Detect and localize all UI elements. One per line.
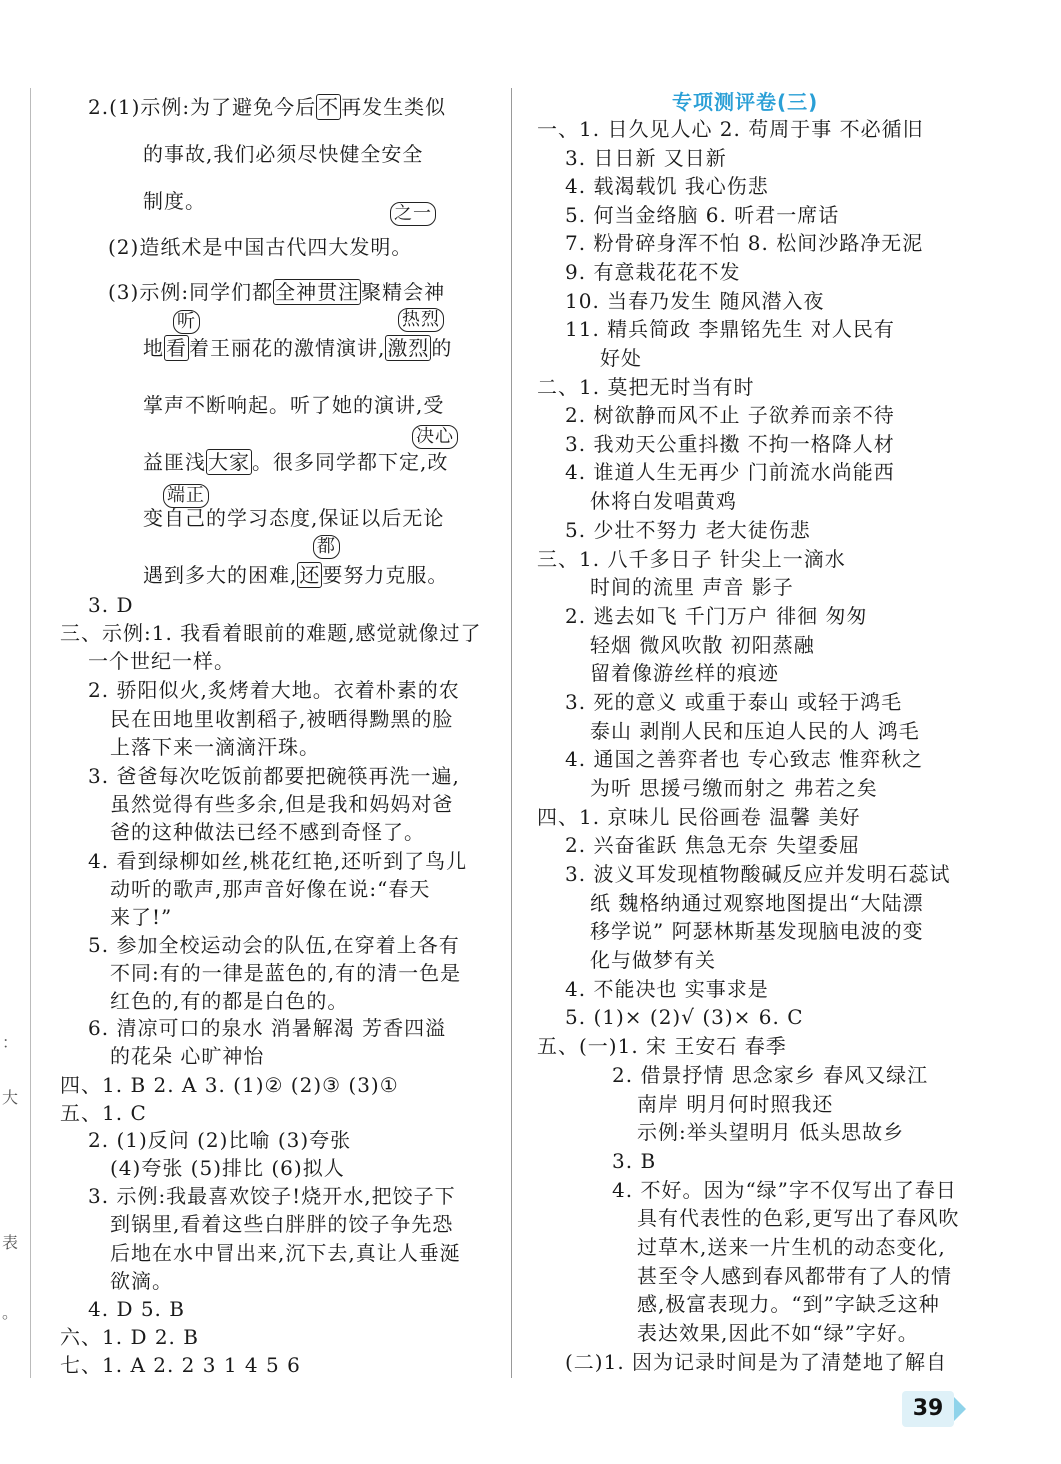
answer-line: 虽然觉得有些多余,但是我和妈妈对爸: [110, 792, 454, 816]
answer-line: 掌声不断响起。听了她的演讲,受: [143, 393, 445, 417]
answer-line: 5. (1)× (2)√ (3)× 6. C: [565, 1005, 804, 1029]
edge-mark: ：: [2, 1033, 19, 1052]
answer-line: 5. 少壮不努力 老大徒伤悲: [565, 518, 811, 542]
answer-line: 3. 波义耳发现植物酸碱反应并发明石蕊试: [565, 862, 951, 886]
answer-line: 2. 逃去如飞 千门万户 徘徊 匆匆: [565, 604, 868, 628]
answer-line: 四、1. B 2. A 3. (1)② (2)③ (3)①: [60, 1073, 399, 1097]
answer-line: 过草木,送来一片生机的动态变化,: [637, 1235, 946, 1259]
answer-line: 3. 示例:我最喜欢饺子!烧开水,把饺子下: [88, 1184, 456, 1208]
answer-line: (二)1. 因为记录时间是为了清楚地了解自: [565, 1350, 948, 1374]
correction-mark: 决心: [412, 421, 458, 449]
answer-line: (3)示例:同学们都 全神贯注 聚精会神: [108, 280, 446, 304]
answer-line: 2. 树欲静而风不止 子欲养而亲不待: [565, 403, 895, 427]
answer-line: 化与做梦有关: [590, 948, 716, 972]
answer-line: 爸的这种做法已经不感到奇怪了。: [110, 820, 425, 844]
page-tab-icon: [954, 1397, 966, 1421]
answer-line: 的花朵 心旷神怡: [110, 1044, 265, 1068]
correction-mark: 之一: [390, 198, 436, 226]
answer-line: 欲滴。: [110, 1269, 173, 1293]
answer-line: 6. 清凉可口的泉水 消暑解渴 芳香四溢: [88, 1016, 447, 1040]
answer-line: 11. 精兵简政 李鼎铭先生 对人民有: [565, 317, 895, 341]
answer-line: 4. D 5. B: [88, 1297, 185, 1321]
answer-line: 五、(一)1. 宋 王安石 春季: [537, 1034, 787, 1058]
answer-line: 4. 载渴载饥 我心伤悲: [565, 174, 769, 198]
answer-line: 4. 看到绿柳如丝,桃花红艳,还听到了鸟儿: [88, 849, 468, 873]
answer-line: 表达效果,因此不如“绿”字好。: [637, 1321, 919, 1345]
answer-line: 2. 兴奋雀跃 焦急无奈 失望委屈: [565, 833, 861, 857]
answer-line: 遇到多大的困难, 还 要努力克服。: [143, 563, 449, 587]
answer-line: 10. 当春乃发生 随风潜入夜: [565, 289, 825, 313]
answer-line: 4. 不好。因为“绿”字不仅写出了春日: [612, 1178, 957, 1202]
answer-line: 3. 死的意义 或重于泰山 或轻于鸿毛: [565, 690, 903, 714]
answer-line: 4. 不能决也 实事求是: [565, 977, 769, 1001]
answer-line: 5. 参加全校运动会的队伍,在穿着上各有: [88, 933, 460, 957]
answer-line: 2. (1)反问 (2)比喻 (3)夸张: [88, 1128, 352, 1152]
answer-line: 后地在水中冒出来,沉下去,真让人垂涎: [110, 1241, 461, 1265]
answer-line: 七、1. A 2. 2 3 1 4 5 6: [60, 1353, 301, 1377]
answer-line: 纸 魏格纳通过观察地图提出“大陆漂: [590, 891, 924, 915]
answer-line: 2. 骄阳似火,炙烤着大地。衣着朴素的农: [88, 678, 460, 702]
answer-line: 9. 有意栽花花不发: [565, 260, 741, 284]
answer-line: 3. 爸爸每次吃饭前都要把碗筷再洗一遍,: [88, 764, 460, 788]
answer-line: 制度。: [143, 189, 206, 213]
answer-line: 红色的,有的都是白色的。: [110, 989, 349, 1013]
edge-mark: 。: [2, 1303, 19, 1322]
page-number: 39: [902, 1391, 954, 1427]
answer-line: 好处: [600, 346, 642, 370]
answer-line: 六、1. D 2. B: [60, 1325, 199, 1349]
correction-mark: 热烈: [398, 304, 444, 332]
answer-line: 移学说” 阿瑟林斯基发现脑电波的变: [590, 919, 924, 943]
answer-line: 3. 我劝天公重抖擞 不拘一格降人材: [565, 432, 895, 456]
answer-line: (4)夸张 (5)排比 (6)拟人: [110, 1156, 345, 1180]
answer-line: 到锅里,看着这些白胖胖的饺子争先恐: [110, 1212, 454, 1236]
answer-line: 地 看 着王丽花的激情演讲, 激烈 的: [143, 336, 453, 360]
answer-line: 示例:举头望明月 低头思故乡: [637, 1120, 905, 1144]
answer-line: 3. 日日新 又日新: [565, 146, 727, 170]
answer-line: 甚至令人感到春风都带有了人的情: [637, 1264, 952, 1288]
correction-mark: 听: [173, 306, 200, 334]
correction-mark: 都: [313, 531, 340, 559]
edge-mark: 表: [2, 1233, 19, 1252]
margin-rule: [30, 88, 31, 1378]
answer-line: 感,极富表现力。“到”字缺乏这种: [637, 1292, 940, 1316]
answer-line: (2)造纸术是中国古代四大发明。: [108, 235, 413, 259]
answer-line: 一个世纪一样。: [88, 649, 235, 673]
answer-line: 动听的歌声,那声音好像在说:“春天: [110, 877, 431, 901]
answer-line: 南岸 明月何时照我还: [637, 1092, 834, 1116]
answer-line: 7. 粉骨碎身浑不怕 8. 松间沙路净无泥: [565, 231, 924, 255]
answer-line: 3. D: [88, 593, 134, 617]
answer-line: 五、1. C: [60, 1101, 147, 1125]
answer-line: 变自己的学习态度,保证以后无论: [143, 506, 445, 530]
answer-line: 2. 借景抒情 思念家乡 春风又绿江: [612, 1063, 929, 1087]
answer-line: 具有代表性的色彩,更写出了春风吹: [637, 1206, 960, 1230]
answer-line: 4. 谁道人生无再少 门前流水尚能西: [565, 460, 895, 484]
answer-line: 来了!”: [110, 905, 173, 929]
answer-line: 不同:有的一律是蓝色的,有的清一色是: [110, 961, 462, 985]
answer-line: 一、1. 日久见人心 2. 苟周于事 不必循旧: [537, 117, 924, 141]
edge-mark: 大: [2, 1088, 19, 1107]
answer-line: 留着像游丝样的痕迹: [590, 661, 779, 685]
column-divider: [511, 88, 512, 1378]
answer-line: 三、1. 八千多日子 针尖上一滴水: [537, 547, 846, 571]
correction-mark: 端正: [163, 480, 209, 508]
answer-line: 民在田地里收割稻子,被晒得黝黑的脸: [110, 707, 454, 731]
answer-line: 3. B: [612, 1149, 657, 1173]
answer-line: 三、示例:1. 我看着眼前的难题,感觉就像过了: [60, 621, 482, 645]
answer-line: 5. 何当金络脑 6. 听君一席话: [565, 203, 840, 227]
answer-line: 休将白发唱黄鸡: [590, 489, 737, 513]
answer-line: 的事故,我们必须尽快健全安全: [143, 142, 424, 166]
answer-line: 2.(1)示例:为了避免今后 不 再发生类似: [88, 95, 447, 119]
answer-line: 时间的流里 声音 影子: [590, 575, 794, 599]
answer-line: 益匪浅 大家 。很多同学都下定,改: [143, 450, 449, 474]
answer-line: 二、1. 莫把无时当有时: [537, 375, 755, 399]
answer-line: 上落下来一滴滴汗珠。: [110, 735, 320, 759]
answer-line: 轻烟 微风吹散 初阳蒸融: [590, 633, 815, 657]
answer-line: 四、1. 京味儿 民俗画卷 温馨 美好: [537, 805, 861, 829]
answer-line: 4. 通国之善弈者也 专心致志 惟弈秋之: [565, 747, 924, 771]
answer-line: 为听 思援弓缴而射之 弗若之矣: [590, 776, 878, 800]
answer-line: 泰山 剥削人民和压迫人民的人 鸿毛: [590, 719, 920, 743]
section-title: 专项测评卷(三): [672, 90, 819, 114]
